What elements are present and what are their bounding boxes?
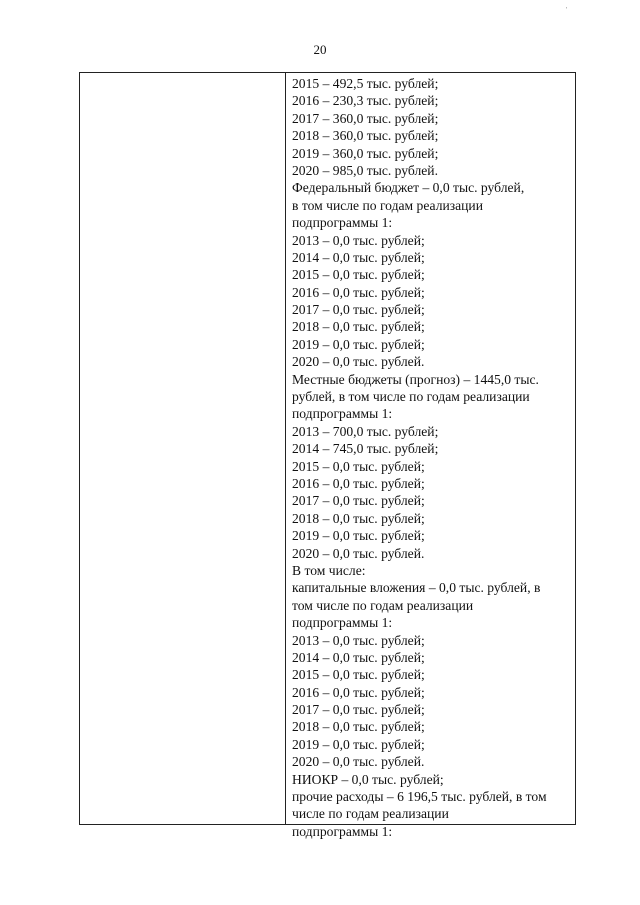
text-line: Федеральный бюджет – 0,0 тыс. рублей,	[292, 180, 525, 196]
text-line: подпрограммы 1:	[292, 406, 393, 422]
table-right-column	[286, 73, 576, 839]
text-line: 2017 – 0,0 тыс. рублей;	[292, 702, 425, 718]
text-line: 2016 – 0,0 тыс. рублей;	[292, 684, 425, 700]
text-line: 2018 – 0,0 тыс. рублей;	[292, 510, 425, 526]
text-line: капитальные вложения – 0,0 тыс. рублей, в	[292, 580, 541, 596]
text-line: 2013 – 0,0 тыс. рублей;	[292, 632, 425, 648]
text-line: 2019 – 0,0 тыс. рублей;	[292, 336, 425, 352]
text-line: 2013 – 700,0 тыс. рублей;	[292, 423, 439, 439]
text-line: В том числе:	[292, 562, 366, 578]
text-line: 2015 – 0,0 тыс. рублей;	[292, 267, 425, 283]
text-line: 2016 – 0,0 тыс. рублей;	[292, 284, 425, 300]
text-line: том числе по годам реализации	[292, 597, 474, 613]
text-line: 2018 – 0,0 тыс. рублей;	[292, 719, 425, 735]
text-line: подпрограммы 1:	[292, 823, 393, 839]
text-line: 2016 – 230,3 тыс. рублей;	[292, 93, 439, 109]
text-line: НИОКР – 0,0 тыс. рублей;	[292, 771, 444, 787]
scan-mark: '	[566, 6, 568, 14]
text-line: 2020 – 0,0 тыс. рублей.	[292, 545, 425, 561]
text-line: 2019 – 0,0 тыс. рублей;	[292, 528, 425, 544]
text-line: прочие расходы – 6 196,5 тыс. рублей, в том	[292, 789, 547, 805]
text-line: 2016 – 0,0 тыс. рублей;	[292, 475, 425, 491]
text-line: 2015 – 0,0 тыс. рублей;	[292, 667, 425, 683]
text-line: в том числе по годам реализации	[292, 197, 483, 213]
text-line: 2013 – 0,0 тыс. рублей;	[292, 232, 425, 248]
text-line: 2015 – 492,5 тыс. рублей;	[292, 76, 439, 91]
text-line: 2015 – 0,0 тыс. рублей;	[292, 458, 425, 474]
text-line: 2020 – 0,0 тыс. рублей.	[292, 754, 425, 770]
text-line: 2019 – 0,0 тыс. рублей;	[292, 736, 425, 752]
text-line: 2014 – 0,0 тыс. рублей;	[292, 649, 425, 665]
table-left-column	[80, 73, 286, 824]
text-line: 2019 – 360,0 тыс. рублей;	[292, 145, 439, 161]
page-number: 20	[313, 42, 327, 57]
text-line: 2014 – 0,0 тыс. рублей;	[292, 249, 425, 265]
text-line: подпрограммы 1:	[292, 615, 393, 631]
text-line: рублей, в том числе по годам реализации	[292, 389, 530, 405]
text-line: 2017 – 0,0 тыс. рублей;	[292, 493, 425, 509]
text-line: 2020 – 985,0 тыс. рублей.	[292, 162, 438, 178]
text-line: 2020 – 0,0 тыс. рублей.	[292, 354, 425, 370]
text-line: подпрограммы 1:	[292, 215, 393, 231]
text-line: 2014 – 745,0 тыс. рублей;	[292, 441, 439, 457]
text-line: Местные бюджеты (прогноз) – 1445,0 тыс.	[292, 371, 539, 387]
text-line: 2017 – 360,0 тыс. рублей;	[292, 110, 439, 126]
text-line: числе по годам реализации	[292, 806, 449, 822]
text-line: 2017 – 0,0 тыс. рублей;	[292, 302, 425, 318]
text-line: 2018 – 360,0 тыс. рублей;	[292, 128, 439, 144]
funding-table	[79, 72, 576, 839]
text-line: 2018 – 0,0 тыс. рублей;	[292, 319, 425, 335]
